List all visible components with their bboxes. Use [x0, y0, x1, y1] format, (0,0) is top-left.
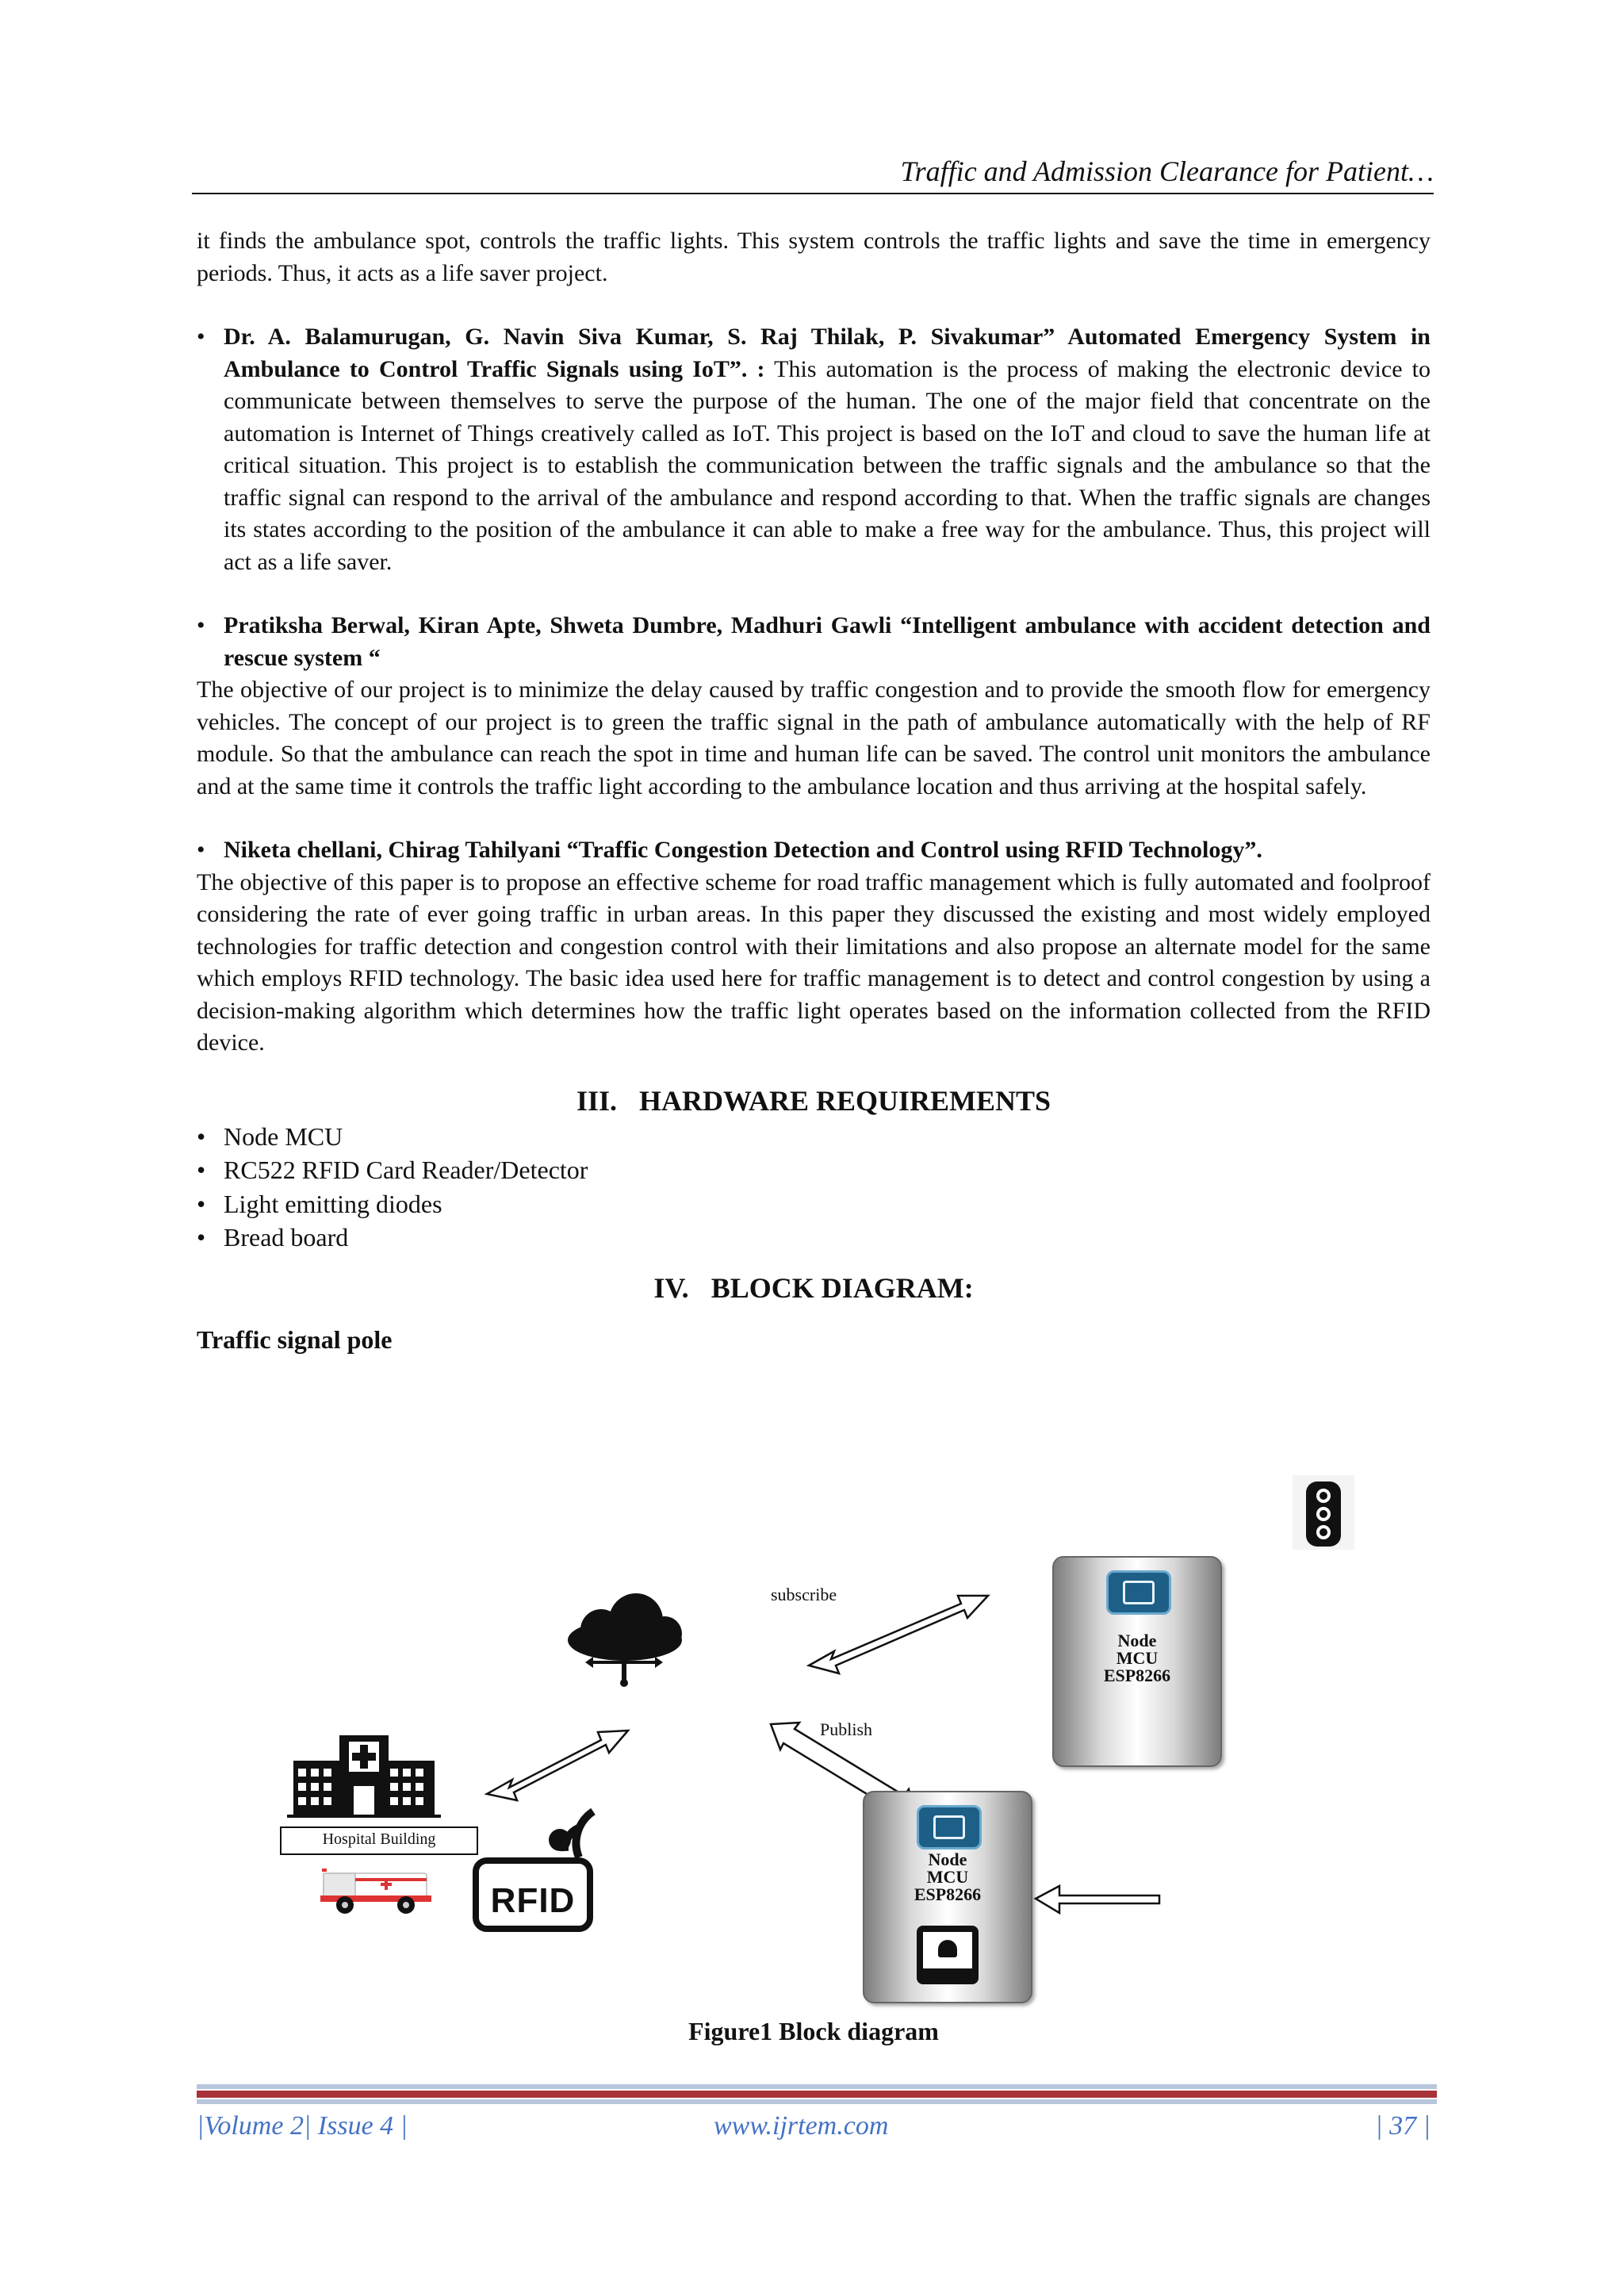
bullet-icon: •	[197, 324, 205, 350]
reference-title: Niketa chellani, Chirag Tahilyani “Traffic Congestion Detection and Control using RFID Technology”.	[224, 837, 1262, 863]
intro-paragraph: it finds the ambulance spot, controls the traffic lights. This system controls the traffic lights and save the time in emergency periods. Thus, it acts as a life saver project.	[197, 228, 1431, 286]
subscribe-label: subscribe	[771, 1585, 837, 1604]
footer-rule	[197, 2091, 1437, 2098]
footer-rule	[197, 2099, 1437, 2104]
reference-item	[197, 834, 1431, 867]
traffic-light-icon	[1293, 1475, 1354, 1550]
bullet-icon: •	[197, 612, 205, 638]
arrow-input-icon	[1036, 1886, 1159, 1913]
section-number: IV.	[653, 1271, 689, 1304]
section-number: III.	[576, 1084, 617, 1117]
section-heading	[197, 1271, 1431, 1305]
rfid-label: RFID	[490, 1881, 576, 1920]
body-text	[197, 225, 1431, 1356]
arrow-cloud-hospital-icon	[487, 1731, 628, 1800]
list-item	[197, 1221, 1431, 1255]
arrow-subscribe-icon	[809, 1596, 988, 1673]
chip-icon	[917, 1805, 982, 1849]
bullet-icon: •	[197, 1121, 206, 1151]
bullet-icon: •	[197, 1156, 206, 1184]
list-item	[197, 1187, 1431, 1221]
traffic-pole-label: Traffic signal pole	[197, 1324, 393, 1354]
running-head: Traffic and Admission Clearance for Patient…	[900, 155, 1434, 187]
footer-page-number: | 37 |	[1375, 2111, 1431, 2141]
bullet-icon: •	[197, 1223, 206, 1251]
reference-text: The objective of our project is to minimize the delay caused by traffic congestion and to provide the smooth flow for emergency vehicles. The concept of our project is to green the traffic signal in the path of ambulance automatically with the help of RF module. So that the ambulance can reach the spot in time and human life can be saved. The control unit monitors the ambulance and at the same time it controls the traffic light according to the ambulance location and thus arriving at the hospital safely.	[197, 677, 1431, 799]
footer-website[interactable]: www.ijrtem.com	[714, 2111, 889, 2141]
node-mcu-label-2: MCU	[1116, 1648, 1159, 1668]
node-mcu-top	[1052, 1556, 1222, 1767]
reference-item	[197, 321, 1431, 578]
reference-item	[197, 610, 1431, 674]
node-mcu-label-3: ESP8266	[1103, 1665, 1171, 1685]
list-item	[197, 1153, 1431, 1187]
publish-label: Publish	[820, 1719, 873, 1739]
list-item-label: Node MCU	[224, 1121, 343, 1151]
bullet-icon: •	[197, 1189, 206, 1218]
hospital-building-icon	[287, 1735, 441, 1818]
bullet-icon: •	[197, 837, 205, 863]
list-item-label: RC522 RFID Card Reader/Detector	[224, 1156, 588, 1184]
header-rule	[192, 193, 1434, 194]
node-mcu-label-1: Node	[928, 1849, 967, 1869]
reference-text: The objective of this paper is to propose an effective scheme for road traffic management which is fully automated and foolproof considering the rate of ever going traffic in urban areas. In this paper they discussed the existing and most widely employed technologies for traffic detection and congestion control with their limitations and also propose an alternate model for the same which employs RFID technology. The basic idea used here for traffic management is to detect and control congestion by using a decision-making algorithm which determines how the traffic light operates based on the information collected from the RFID device.	[197, 868, 1431, 1056]
list-item-label: Bread board	[224, 1223, 349, 1251]
footer-volume: |Volume 2| Issue 4 |	[197, 2111, 408, 2141]
chip-icon	[1106, 1570, 1171, 1615]
block-diagram	[270, 1467, 1396, 2007]
footer-rule	[197, 2084, 1437, 2089]
node-mcu-label-3: ESP8266	[914, 1884, 982, 1904]
figure-caption: Figure1 Block diagram	[688, 2017, 939, 2045]
section-title: BLOCK DIAGRAM:	[710, 1271, 974, 1304]
section-heading	[197, 1083, 1431, 1118]
node-mcu-label-1: Node	[1117, 1631, 1157, 1650]
ambulance-icon	[320, 1869, 431, 1914]
reference-title: Dr. A. Balamurugan, G. Navin Siva Kumar, S. Raj Thilak, P. Sivakumar” Automated Emergency System in Ambulance to Control Traffic Signals using IoT”. :	[224, 324, 1431, 382]
reference-title: Pratiksha Berwal, Kiran Apte, Shweta Dumbre, Madhuri Gawli “Intelligent ambulance with accident detection and rescue system “	[224, 612, 1431, 671]
reference-text: This automation is the process of making the electronic device to communicate between themselves to serve the purpose of the human. The one of the major field that concentrate on the automation is Internet of Things creatively called as IoT. This project is based on the IoT and cloud to save the human life at critical situation. This project is to establish the communication between the traffic signals and the ambulance so that the traffic signal can respond to the arrival of the ambulance and respond according to that. When the traffic signals are changes its states according to the position of the ambulance it can able to make a free way for the ambulance. Thus, this project will act as a life saver.	[224, 355, 1431, 575]
node-mcu-label-2: MCU	[926, 1867, 969, 1887]
android-phone-icon	[917, 1926, 979, 1984]
hospital-label: Hospital Building	[322, 1830, 436, 1848]
list-item	[197, 1120, 1431, 1154]
cloud-icon	[568, 1593, 682, 1687]
list-item-label: Light emitting diodes	[224, 1189, 442, 1218]
node-mcu-bottom	[863, 1791, 1032, 2003]
section-title: HARDWARE REQUIREMENTS	[638, 1084, 1051, 1117]
